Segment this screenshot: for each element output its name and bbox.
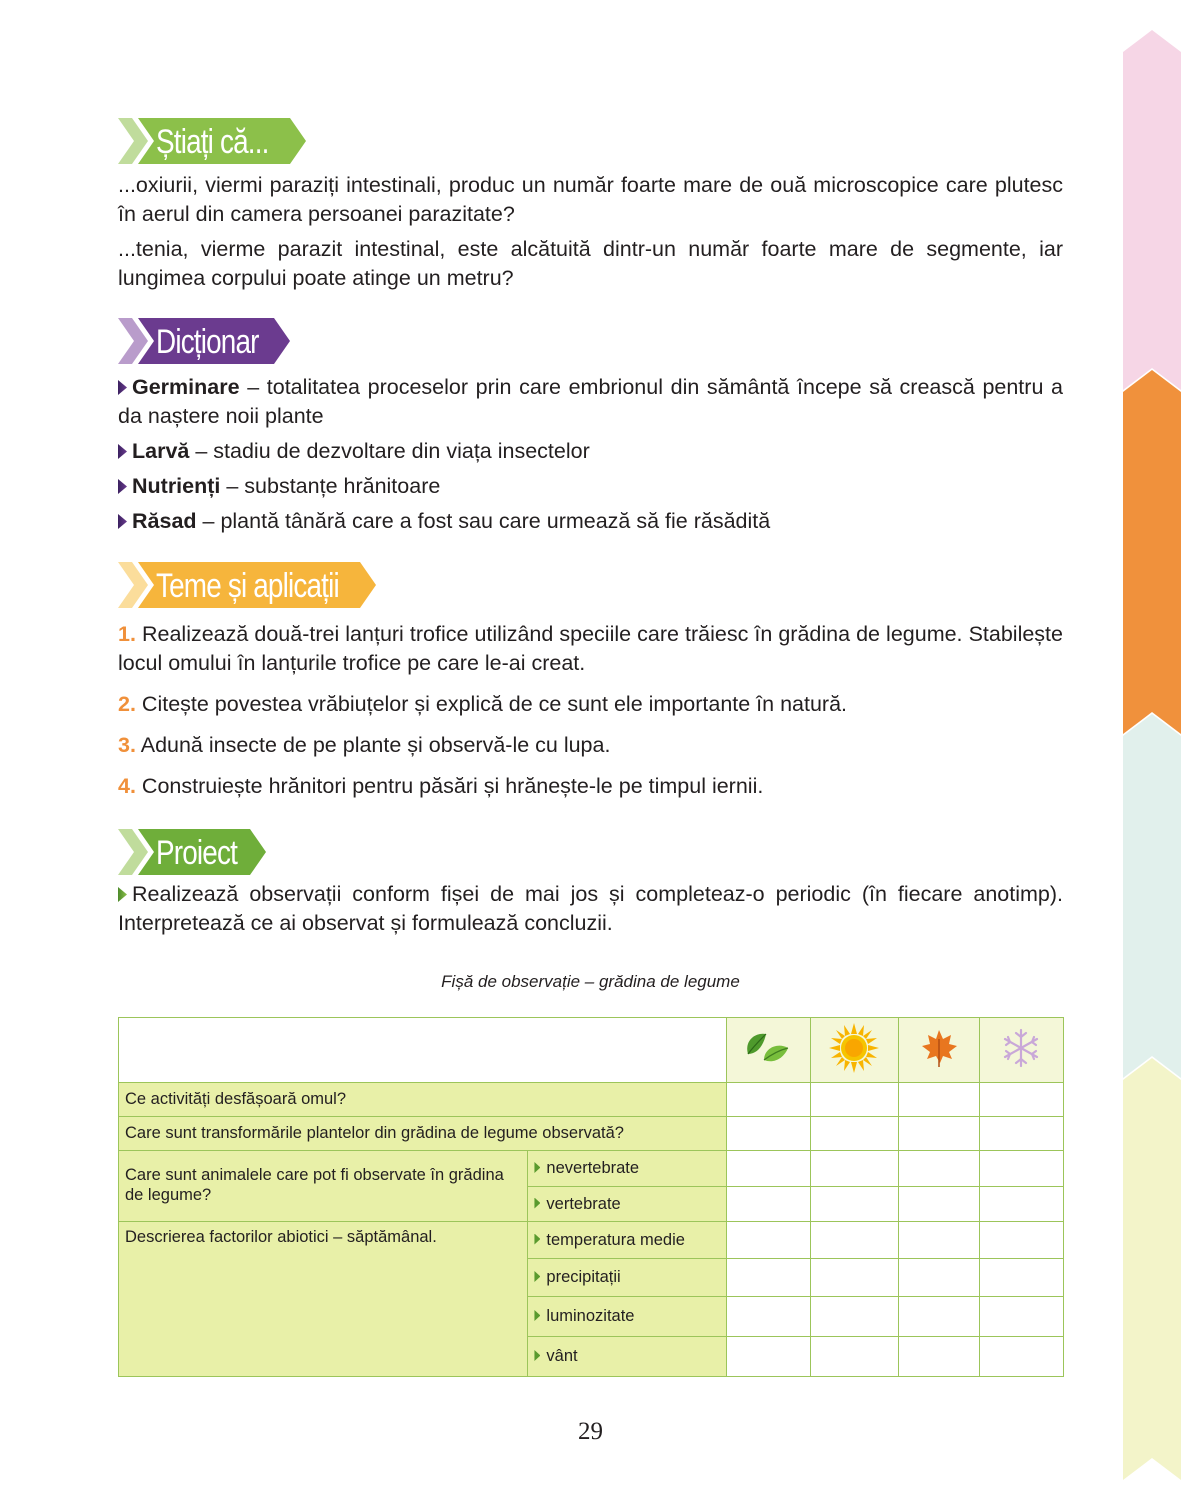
answer-cell[interactable] <box>810 1117 898 1151</box>
bullet-icon <box>118 514 127 529</box>
answer-cell[interactable] <box>898 1259 979 1297</box>
answer-cell[interactable] <box>810 1083 898 1117</box>
answer-cell[interactable] <box>898 1151 979 1187</box>
answer-cell[interactable] <box>979 1151 1063 1187</box>
answer-cell[interactable] <box>898 1222 979 1259</box>
question-cell: Care sunt transformările plantelor din grădina de legume observată? <box>119 1117 727 1151</box>
task-item <box>118 772 1063 801</box>
answer-cell[interactable] <box>979 1117 1063 1151</box>
task-number: 4. <box>118 774 136 798</box>
side-section-tabs <box>1123 0 1181 1506</box>
task-number: 2. <box>118 692 136 716</box>
answer-cell[interactable] <box>810 1222 898 1259</box>
bullet-icon <box>118 479 127 494</box>
answer-cell[interactable] <box>898 1297 979 1337</box>
answer-cell[interactable] <box>726 1187 810 1222</box>
subcategory-label: luminozitate <box>546 1307 635 1325</box>
dictionary-entry <box>118 437 1063 466</box>
answer-cell[interactable] <box>898 1337 979 1377</box>
header-blank-cell <box>119 1018 727 1083</box>
stiati-paragraph-2: ...tenia, vierme parazit intestinal, este alcătuită dintr-un număr foarte mare de segmente, iar lungimea corpului poate atinge un metru? <box>118 237 1063 290</box>
table-row <box>119 1222 1064 1259</box>
section-header-teme <box>118 562 380 608</box>
answer-cell[interactable] <box>979 1259 1063 1297</box>
subcategory-label: temperatura medie <box>546 1230 685 1249</box>
answer-cell[interactable] <box>979 1337 1063 1377</box>
bullet-icon <box>534 1162 540 1173</box>
answer-cell[interactable] <box>979 1187 1063 1222</box>
subcategory-cell <box>528 1151 726 1187</box>
answer-cell[interactable] <box>979 1297 1063 1337</box>
bullet-icon <box>534 1271 540 1282</box>
answer-cell[interactable] <box>726 1083 810 1117</box>
section-header-proiect <box>118 829 270 875</box>
summer-cell <box>810 1018 898 1083</box>
task-item <box>118 620 1063 678</box>
subcategory-cell <box>528 1297 726 1337</box>
answer-cell[interactable] <box>726 1337 810 1377</box>
subcategory-label: vertebrate <box>546 1194 621 1213</box>
table-caption: Fișă de observație – grădina de legume <box>441 972 740 991</box>
task-item <box>118 690 1063 719</box>
answer-cell[interactable] <box>898 1117 979 1151</box>
answer-cell[interactable] <box>898 1083 979 1117</box>
answer-cell[interactable] <box>726 1297 810 1337</box>
answer-cell[interactable] <box>979 1083 1063 1117</box>
dictionary-definition: – stadiu de dezvoltare din viața insectelor <box>189 439 590 463</box>
stiati-paragraph-1: ...oxiurii, viermi paraziți intestinali, produc un număr foarte mare de ouă microscopice care plutesc în aerul din camera persoanei parazitate? <box>118 173 1063 226</box>
dictionary-term: Larvă <box>132 439 190 463</box>
dictionary-definition: – plantă tânără care a fost sau care urmează să fie răsădită <box>196 509 771 533</box>
answer-cell[interactable] <box>810 1259 898 1297</box>
page-number: 29 <box>578 1418 603 1445</box>
section-title: Teme și aplicații <box>156 567 339 605</box>
answer-cell[interactable] <box>810 1151 898 1187</box>
table-row <box>119 1117 1064 1151</box>
subcategory-label: nevertebrate <box>546 1159 640 1177</box>
bullet-icon <box>118 444 127 459</box>
project-text <box>118 880 1063 938</box>
task-text: Construiește hrănitori pentru păsări și hrănește-le pe timpul iernii. <box>135 774 764 798</box>
section-header-dictionar <box>118 318 293 364</box>
question-cell: Ce activități desfășoară omul? <box>119 1083 727 1117</box>
project-description: Realizează observații conform fișei de mai jos și completeaz-o periodic (în fiecare anotimp). Interpretează ce ai observat și formulează concluzii. <box>118 882 1063 935</box>
answer-cell[interactable] <box>810 1297 898 1337</box>
winter-cell <box>979 1018 1063 1083</box>
answer-cell[interactable] <box>726 1222 810 1259</box>
dictionary-definition: – totalitatea proceselor prin care embrionul din sământă începe să crească pentru a da naștere noii plante <box>118 375 1063 428</box>
autumn-leaf-icon <box>918 1027 960 1069</box>
answer-cell[interactable] <box>810 1337 898 1377</box>
subcategory-label: precipitații <box>546 1268 621 1286</box>
section-title: Știați că... <box>156 123 269 161</box>
subcategory-cell <box>528 1222 726 1259</box>
answer-cell[interactable] <box>898 1187 979 1222</box>
dictionary-term: Răsad <box>132 509 197 533</box>
bullet-icon <box>534 1350 540 1361</box>
winter-snowflake-icon <box>1000 1027 1042 1069</box>
answer-cell[interactable] <box>726 1117 810 1151</box>
table-row <box>119 1151 1064 1187</box>
task-text: Adună insecte de pe plante și observă-le cu lupa. <box>135 733 611 757</box>
subcategory-cell <box>528 1337 726 1377</box>
question-cell: Care sunt animalele care pot fi observate în grădina de legume? <box>119 1151 528 1222</box>
section-title: Proiect <box>156 834 238 872</box>
subcategory-label: vânt <box>546 1347 578 1365</box>
bullet-icon <box>534 1310 540 1321</box>
subcategory-cell <box>528 1259 726 1297</box>
section-title: Dicționar <box>156 323 259 361</box>
table-header-row <box>119 1018 1064 1083</box>
bullet-icon <box>534 1234 540 1245</box>
bullet-icon <box>118 887 127 902</box>
answer-cell[interactable] <box>810 1187 898 1222</box>
dictionary-entry <box>118 507 1063 536</box>
dictionary-term: Germinare <box>132 375 240 399</box>
answer-cell[interactable] <box>726 1151 810 1187</box>
bullet-icon <box>118 380 127 395</box>
section-header-stiati <box>118 118 308 164</box>
summer-sun-icon <box>828 1022 880 1074</box>
task-text: Citește povestea vrăbiuțelor și explică de ce sunt ele importante în natură. <box>135 692 848 716</box>
bullet-icon <box>534 1198 540 1209</box>
observation-table <box>118 1017 1064 1377</box>
answer-cell[interactable] <box>726 1259 810 1297</box>
spring-cell <box>726 1018 810 1083</box>
dictionary-entry <box>118 373 1063 431</box>
spring-leaves-icon <box>742 1028 794 1068</box>
autumn-cell <box>898 1018 979 1083</box>
dictionary-definition: – substanțe hrănitoare <box>220 474 441 498</box>
task-item <box>118 731 1063 760</box>
question-cell: Descrierea factorilor abiotici – săptămânal. <box>119 1222 528 1377</box>
task-number: 3. <box>118 733 136 757</box>
table-row <box>119 1083 1064 1117</box>
task-number: 1. <box>118 622 136 646</box>
answer-cell[interactable] <box>979 1222 1063 1259</box>
dictionary-entry <box>118 472 1063 501</box>
task-text: Realizează două-trei lanțuri trofice utilizând speciile care trăiesc în grădina de legume. Stabilește locul omului în lanțurile trofice pe care le-ai creat. <box>118 622 1063 675</box>
dictionary-term: Nutrienți <box>132 474 221 498</box>
subcategory-cell <box>528 1187 726 1222</box>
